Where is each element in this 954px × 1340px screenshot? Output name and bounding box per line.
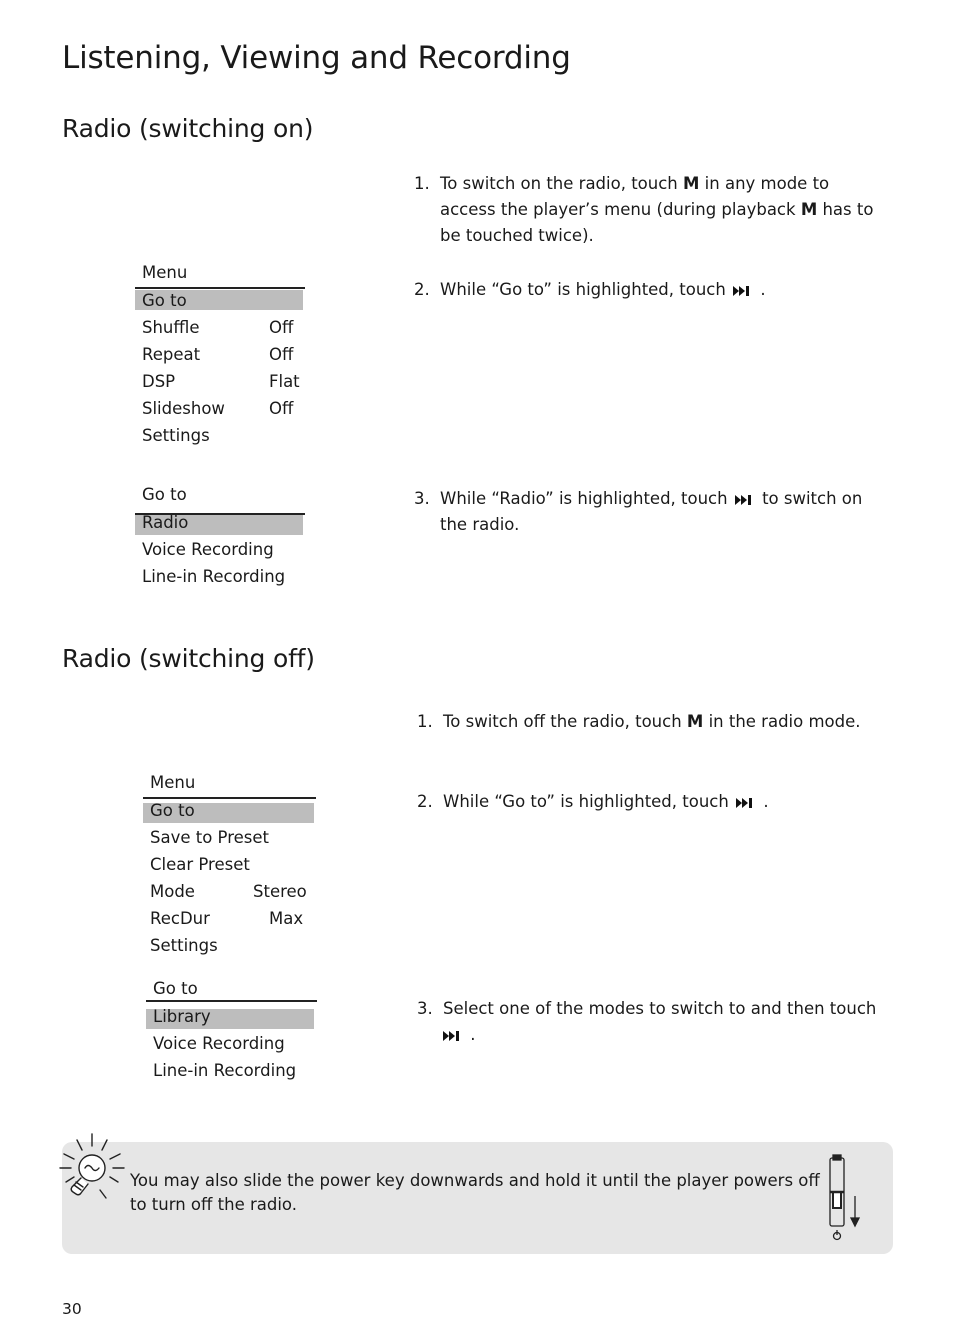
step-off-1 (417, 709, 887, 739)
step-text: While “Go to” is highlighted, touch . (443, 792, 769, 811)
menu-title: Menu (150, 773, 196, 792)
page-title: Listening, Viewing and Recording (62, 40, 571, 76)
menu-item-value: Off (269, 345, 294, 364)
menu-item-label: Go to (142, 291, 187, 310)
menu-item-label: Shuffle (142, 318, 200, 337)
menu-item-label: Repeat (142, 345, 201, 364)
menu-item (142, 422, 302, 449)
menu-divider (146, 1000, 317, 1002)
menu-item (150, 878, 310, 905)
menu-item-label: Line-in Recording (142, 567, 286, 586)
skip-forward-icon (443, 1030, 463, 1042)
section-heading-on: Radio (switching on) (62, 114, 314, 143)
menu-item-label: Line-in Recording (153, 1061, 297, 1080)
menu-title: Go to (153, 979, 198, 998)
step-text: While “Go to” is highlighted, touch . (440, 280, 766, 299)
section-heading-off: Radio (switching off) (62, 644, 315, 673)
step-text: Select one of the modes to switch to and then touch . (443, 999, 877, 1044)
menu-item-label: Library (153, 1007, 211, 1026)
menu-item-label: Settings (142, 426, 210, 445)
step-on-1 (414, 171, 884, 251)
menu-item-label: Mode (150, 882, 195, 901)
menu-item-label: Clear Preset (150, 855, 250, 874)
menu-item-label: Radio (142, 513, 189, 532)
lightbulb-icon (56, 1130, 128, 1202)
step-number: 2. (417, 792, 433, 811)
step-number: 3. (417, 999, 433, 1018)
menu-item-value: Flat (269, 372, 300, 391)
step-number: 1. (417, 712, 433, 731)
step-off-3 (417, 996, 892, 1052)
menu-item-value: Max (269, 909, 304, 928)
menu-item (150, 905, 310, 932)
menu-title: Go to (142, 485, 187, 504)
menu-screen-on-1 (135, 263, 305, 453)
menu-item (142, 368, 302, 395)
menu-screen-off-2 (146, 979, 317, 1089)
menu-item-label: Slideshow (142, 399, 225, 418)
menu-key-label: M (800, 200, 818, 219)
menu-item (142, 395, 302, 422)
menu-item-value: Stereo (253, 882, 307, 901)
menu-title: Menu (142, 263, 188, 282)
tip-note-text: You may also slide the power key downwards and hold it until the player powers off to turn off the radio. (130, 1171, 820, 1214)
menu-item (142, 341, 302, 368)
menu-item-label: Voice Recording (142, 540, 274, 559)
menu-item-label: Save to Preset (150, 828, 270, 847)
menu-item (142, 314, 302, 341)
step-on-3 (414, 486, 889, 540)
menu-item-label: Settings (150, 936, 218, 955)
menu-key-label: M (683, 174, 700, 193)
power-slider-icon (826, 1152, 862, 1244)
menu-item-label: RecDur (150, 909, 210, 928)
step-text: To switch off the radio, touch M in the radio mode. (443, 712, 861, 731)
menu-screen-on-2 (135, 485, 305, 595)
step-on-2 (414, 277, 884, 307)
skip-forward-icon (733, 285, 753, 297)
step-off-2 (417, 789, 887, 819)
menu-item-value: Off (269, 399, 294, 418)
page-number: 30 (62, 1300, 82, 1318)
menu-key-label: M (686, 712, 704, 731)
step-number: 2. (414, 280, 430, 299)
step-number: 1. (414, 174, 430, 193)
step-text: To switch on the radio, touch M in any mode to access the player’s menu (during playback M has to be touched twice). (440, 174, 874, 245)
menu-screen-off-1 (143, 773, 316, 963)
skip-forward-icon (736, 797, 756, 809)
menu-item-value: Off (269, 318, 294, 337)
step-text: While “Radio” is highlighted, touch to switch on the radio. (440, 489, 863, 534)
menu-item-label: Voice Recording (153, 1034, 285, 1053)
menu-item-label: Go to (150, 801, 195, 820)
menu-item-label: DSP (142, 372, 176, 391)
step-number: 3. (414, 489, 430, 508)
skip-forward-icon (735, 494, 755, 506)
